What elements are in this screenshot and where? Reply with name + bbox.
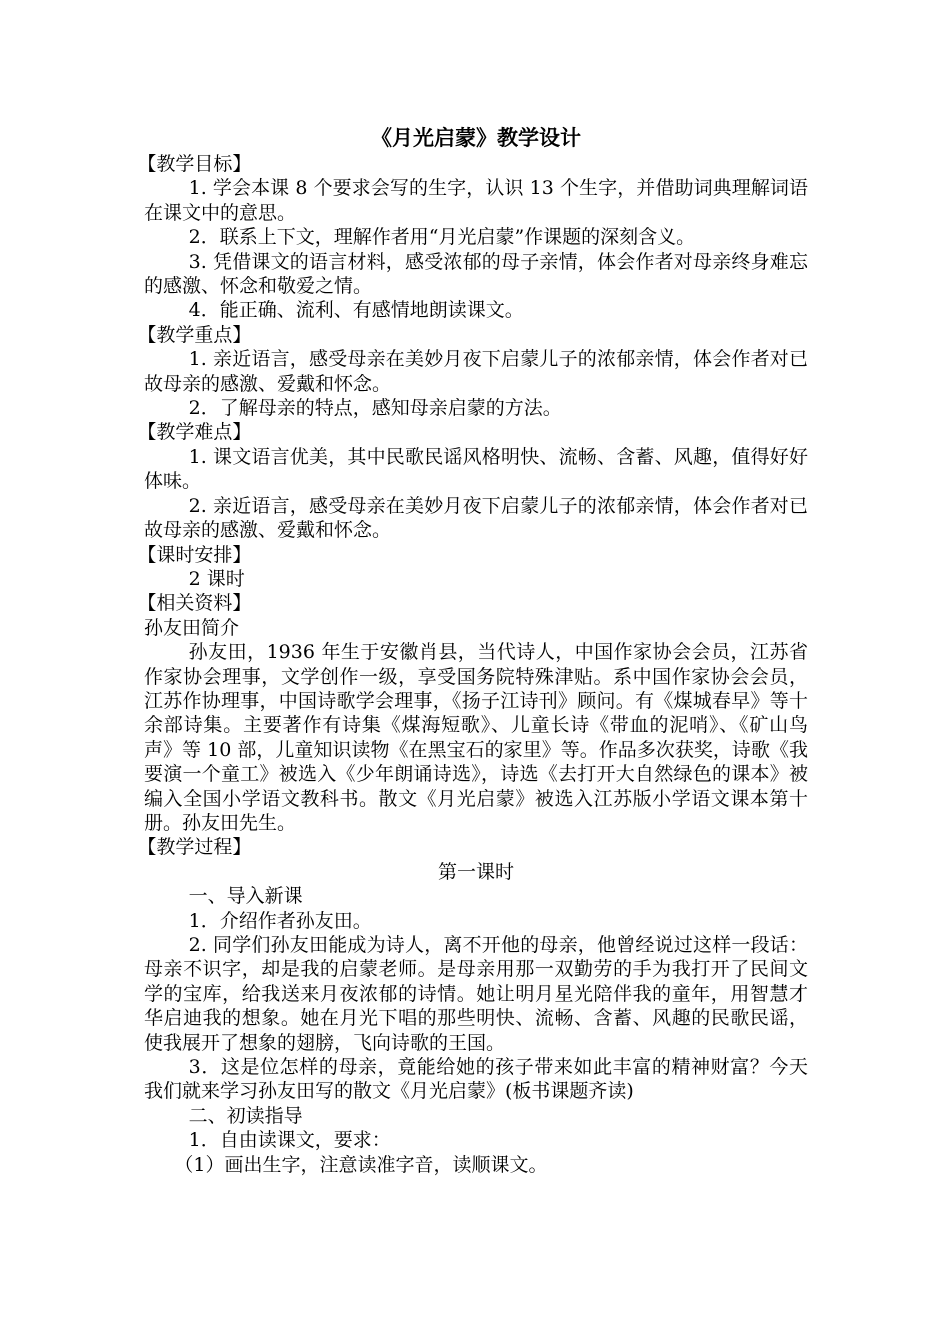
goal-item: 2．联系上下文，理解作者用“月光启蒙”作课题的深刻含义。 xyxy=(188,226,696,249)
schedule-text: 2 课时 xyxy=(188,567,245,590)
difficulty-item: 2. 亲近语言，感受母亲在美妙月夜下启蒙儿子的浓郁亲情，体会作者对已故母亲的感激、爱戴和怀念。 xyxy=(144,494,808,542)
process-item: 2. 同学们孙友田能成为诗人，离不开他的母亲，他曾经说过这样一段话：母亲不识字，却是我的启蒙老师。是母亲用那一双勤劳的手为我打开了民间文学的宝库，给我送来月夜浓郁的诗情。她让明月星光陪伴我的童年，用智慧才华启迪我的想象。她在月光下唱的那些明快、流畅、含蓄、风趣的民歌民谣，使我展开了想象的翅膀，飞向诗歌的王国。 xyxy=(144,934,808,1054)
section-heading-key-points: 【教学重点】 xyxy=(137,323,252,346)
process-item: 1．自由读课文，要求： xyxy=(188,1129,391,1152)
document-body xyxy=(137,124,808,1177)
section-heading-goals: 【教学目标】 xyxy=(137,153,252,175)
author-intro-text: 孙友田，1936 年生于安徽肖县，当代诗人，中国作家协会会员，江苏省作家协会理事，文学创作一级，享受国务院特殊津贴。系中国作家协会会员，江苏作协理事，中国诗歌学会理事，《扬子江诗刊》顾问。有《煤城春早》等十余部诗集。主要著作有诗集《煤海短歌》、儿童长诗《带血的泥哨》、《矿山鸟声》等 10 部，儿童知识读物《在黑宝石的家里》等。作品多次获奖，诗歌《我要演一个童工》被选入《少年朗诵诗选》，诗选《去打开大自然绿色的课本》被编入全国小学语文教科书。散文《月光启蒙》被选入江苏版小学语文课本第十册。孙友田先生。 xyxy=(144,641,808,834)
lesson-title: 第一课时 xyxy=(437,860,514,883)
section-heading-materials: 【相关资料】 xyxy=(137,592,252,615)
process-part-title: 一、导入新课 xyxy=(188,885,303,908)
document-title: 《月光启蒙》教学设计 xyxy=(371,125,581,150)
goal-item: 4．能正确、流利、有感情地朗读课文。 xyxy=(188,299,524,322)
goal-item: 1. 学会本课 8 个要求会写的生字，认识 13 个生字，并借助词典理解词语在课文中的意思。 xyxy=(144,177,808,224)
key-point-item: 1. 亲近语言，感受母亲在美妙月夜下启蒙儿子的浓郁亲情，体会作者对已故母亲的感激、爱戴和怀念。 xyxy=(144,348,808,395)
section-heading-process: 【教学过程】 xyxy=(137,836,252,859)
section-heading-difficulties: 【教学难点】 xyxy=(137,421,252,444)
goal-item: 3. 凭借课文的语言材料，感受浓郁的母子亲情，体会作者对母亲终身难忘的感激、怀念和敬爱之情。 xyxy=(144,250,808,298)
section-heading-schedule: 【课时安排】 xyxy=(137,543,252,566)
process-item: （1）画出生字，注意读准字音，读顺课文。 xyxy=(174,1153,548,1176)
process-item: 1．介绍作者孙友田。 xyxy=(188,909,372,932)
difficulty-item: 1. 课文语言优美，其中民歌民谣风格明快、流畅、含蓄、风趣，值得好好体味。 xyxy=(144,445,808,493)
author-intro-subtitle: 孙友田简介 xyxy=(144,616,240,639)
key-point-item: 2．了解母亲的特点，感知母亲启蒙的方法。 xyxy=(188,397,562,420)
process-part-title: 二、初读指导 xyxy=(188,1104,303,1127)
process-item: 3．这是位怎样的母亲，竟能给她的孩子带来如此丰富的精神财富？今天我们就来学习孙友田写的散文《月光启蒙》(板书课题齐读) xyxy=(144,1056,808,1103)
